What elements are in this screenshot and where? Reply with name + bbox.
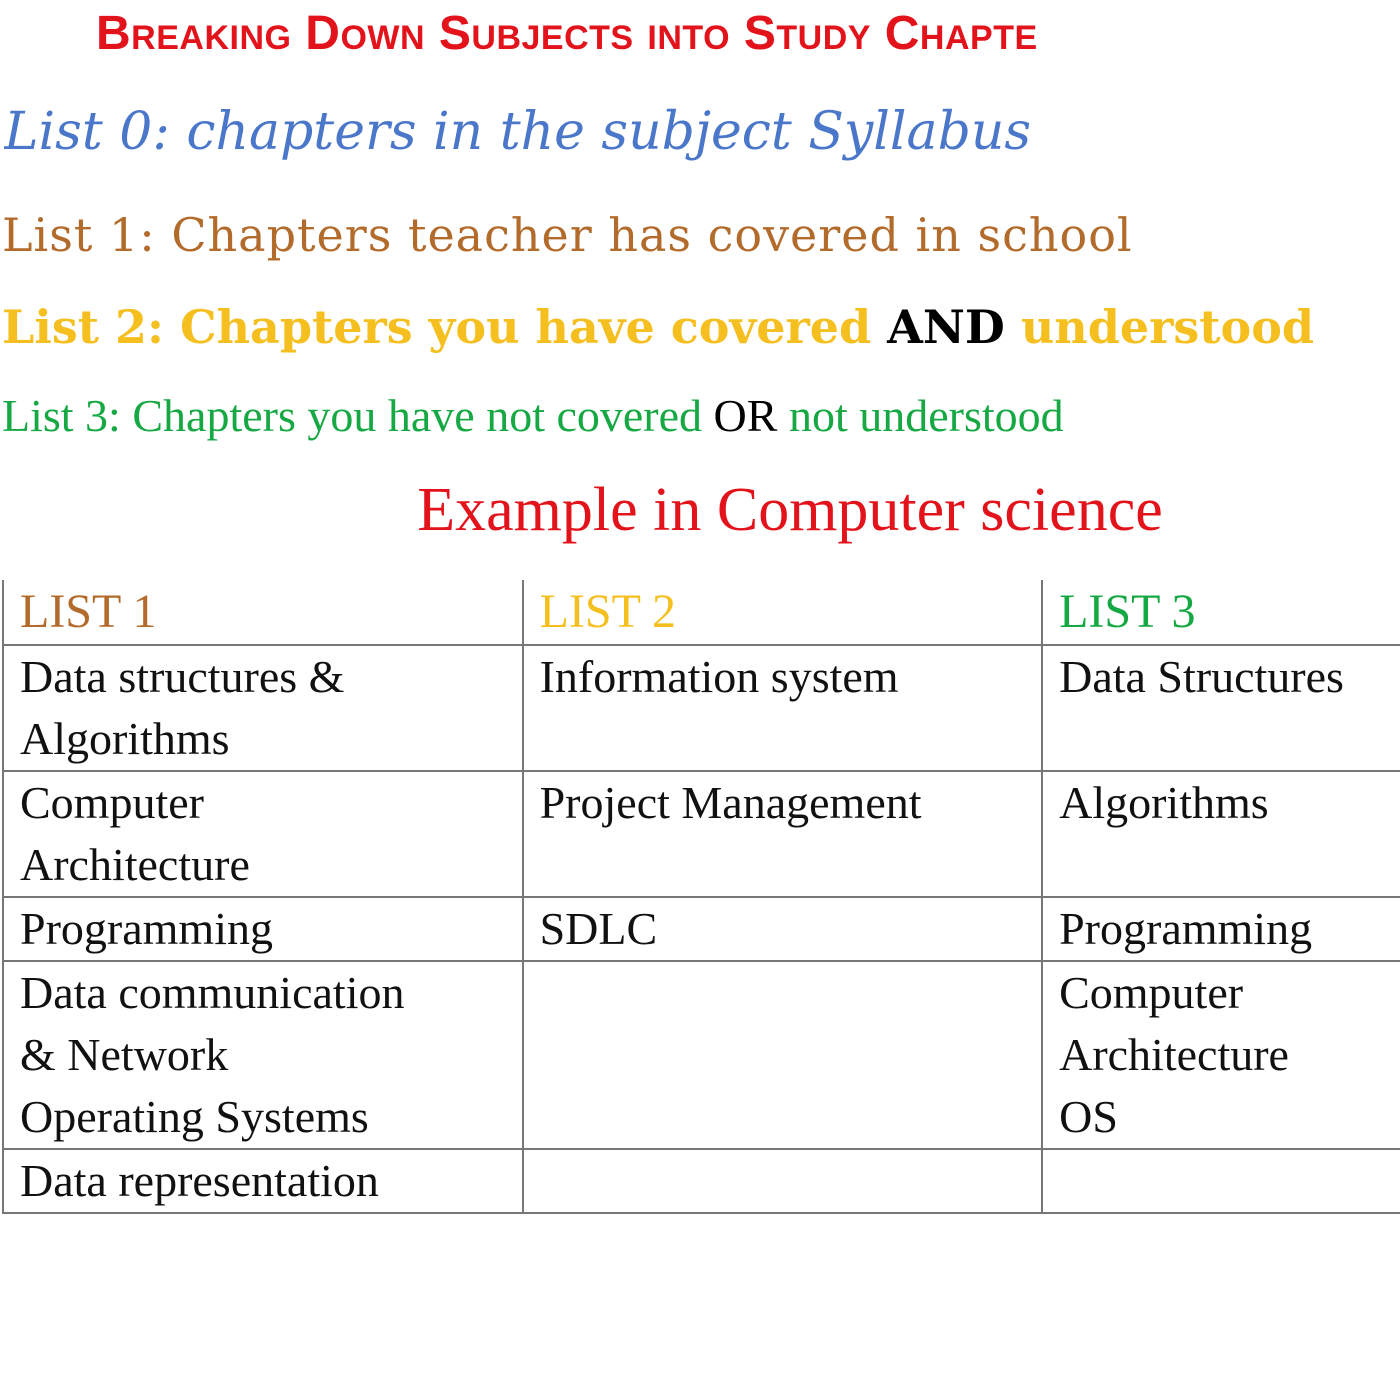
table-cell-list-3: [1042, 645, 1400, 771]
cell-text: OS: [1059, 1091, 1118, 1142]
cell-text: Programming: [20, 903, 273, 954]
example-heading: Example in Computer science: [417, 476, 1163, 544]
table-row: [3, 645, 1400, 771]
list-3-or-keyword: OR: [713, 390, 778, 441]
header-list-2: LIST 2: [523, 580, 1043, 645]
list-2-description: [2, 292, 1400, 362]
cell-text: Project Management: [539, 777, 922, 828]
cell-text: Computer: [1059, 967, 1244, 1018]
table-row: [3, 961, 1400, 1149]
list-3-description: [2, 386, 1400, 446]
table-cell-list-3: [1042, 1149, 1400, 1213]
cell-text: Data representation: [20, 1155, 379, 1206]
list-2-text-start: List 2: Chapters you have covered: [2, 300, 888, 354]
table-cell-list-3: [1042, 771, 1400, 897]
table-cell-list-1: [3, 961, 523, 1149]
cell-text: Architecture: [20, 839, 250, 890]
cell-text: Data communication: [20, 967, 405, 1018]
chapter-lists-table: [2, 580, 1400, 1214]
table-cell-list-3: [1042, 897, 1400, 961]
header-list-1: LIST 1: [3, 580, 523, 645]
table-cell-list-1: [3, 645, 523, 771]
table-row: [3, 1149, 1400, 1213]
table-cell-list-3: [1042, 961, 1400, 1149]
table-cell-list-2: [523, 645, 1043, 771]
table-cell-list-2: [523, 961, 1043, 1149]
cell-text: Data structures &: [20, 651, 345, 702]
table-cell-list-1: [3, 771, 523, 897]
cell-text: SDLC: [539, 903, 658, 954]
cell-text: Algorithms: [1059, 777, 1269, 828]
list-2-text-end: understood: [1004, 300, 1315, 354]
header-list-3: LIST 3: [1042, 580, 1400, 645]
cell-text: Computer: [20, 777, 204, 828]
list-1-description: List 1: Chapters teacher has covered in school: [2, 208, 1133, 262]
table-cell-list-2: [523, 1149, 1043, 1213]
page-title: Breaking Down Subjects into Study Chapte: [96, 7, 1038, 60]
cell-text: Algorithms: [20, 713, 230, 764]
cell-text: Data Structures: [1059, 651, 1344, 702]
cell-text: Operating Systems: [20, 1091, 369, 1142]
list-0-description: List 0: chapters in the subject Syllabus: [4, 102, 1032, 162]
cell-text: Architecture: [1059, 1029, 1289, 1080]
table-row: [3, 897, 1400, 961]
table-cell-list-1: [3, 1149, 523, 1213]
table-cell-list-2: [523, 897, 1043, 961]
cell-text: Programming: [1059, 903, 1313, 954]
table-row: [3, 771, 1400, 897]
table-cell-list-2: [523, 771, 1043, 897]
list-2-and-keyword: AND: [887, 300, 1005, 354]
cell-text: & Network: [20, 1029, 229, 1080]
table-header-row: [3, 580, 1400, 645]
table-cell-list-1: [3, 897, 523, 961]
list-3-text-end: not understood: [777, 390, 1064, 441]
cell-text: Information system: [539, 651, 899, 702]
list-3-text-start: List 3: Chapters you have not covered: [2, 390, 714, 441]
